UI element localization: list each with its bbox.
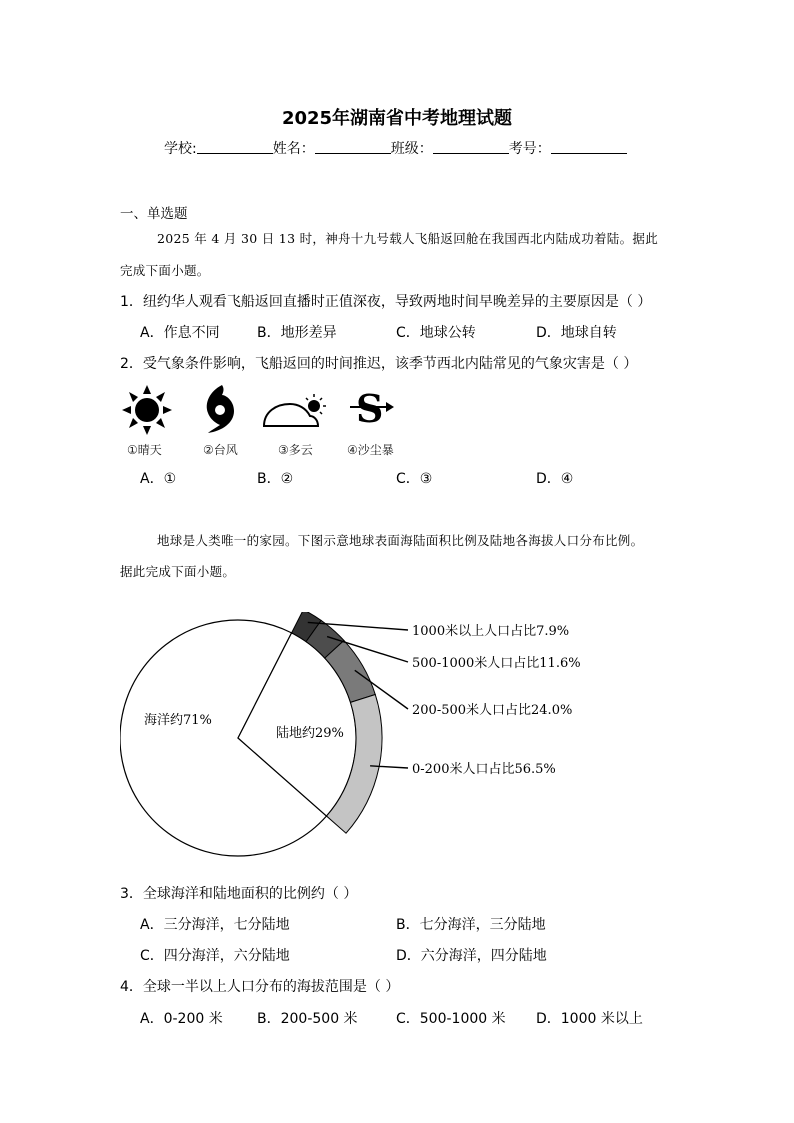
passage1-line1: 2025 年 4 月 30 日 13 时，神舟十九号载人飞船返回舱在我国西北内陆成功着陆。据此 bbox=[157, 231, 658, 246]
question-1-stem: 1．纽约华人观看飞船返回直播时正值深夜，导致两地时间早晚差异的主要原因是（ ） bbox=[120, 294, 652, 310]
q1-option-d[interactable]: D．地球自转 bbox=[536, 325, 617, 341]
pie-label-land: 陆地约29% bbox=[276, 726, 344, 741]
q1-option-a[interactable]: A．作息不同 bbox=[140, 325, 220, 341]
icon-caption-3: ③多云 bbox=[278, 443, 313, 457]
page-title: 2025年湖南省中考地理试题 bbox=[281, 108, 513, 129]
cloudy-icon bbox=[262, 392, 328, 430]
sun-icon bbox=[120, 385, 174, 435]
class-label: 班级： bbox=[390, 141, 433, 157]
icon-caption-2: ②台风 bbox=[203, 443, 238, 457]
ring-label-3: 200-500米人口占比24.0% bbox=[412, 703, 573, 718]
name-label: 姓名： bbox=[272, 141, 315, 157]
question-4-stem: 4．全球一半以上人口分布的海拔范围是（ ） bbox=[120, 979, 400, 995]
q3-option-a[interactable]: A．三分海洋，七分陆地 bbox=[140, 917, 290, 933]
question-2-stem: 2．受气象条件影响，飞船返回的时间推迟，该季节西北内陆常见的气象灾害是（ ） bbox=[120, 356, 638, 372]
q3-option-c[interactable]: C．四分海洋，六分陆地 bbox=[140, 948, 290, 964]
q1-option-c[interactable]: C．地球公转 bbox=[396, 325, 476, 341]
icon-caption-4: ④沙尘暴 bbox=[347, 443, 394, 457]
exam-no-field[interactable] bbox=[551, 138, 627, 154]
q2-option-c[interactable]: C．③ bbox=[396, 471, 433, 487]
q4-option-a[interactable]: A．0-200 米 bbox=[140, 1011, 223, 1027]
class-field[interactable] bbox=[433, 138, 509, 154]
ring-label-2: 500-1000米人口占比11.6% bbox=[412, 656, 581, 671]
icon-caption-1: ①晴天 bbox=[127, 443, 162, 457]
exam-no-label: 考号： bbox=[508, 141, 551, 157]
section-heading: 一、单选题 bbox=[120, 206, 188, 222]
passage2-line2: 据此完成下面小题。 bbox=[120, 564, 236, 579]
q2-option-a[interactable]: A．① bbox=[140, 471, 177, 487]
q3-option-d[interactable]: D．六分海洋，四分陆地 bbox=[396, 948, 547, 964]
passage1-line2: 完成下面小题。 bbox=[120, 263, 210, 278]
typhoon-icon bbox=[200, 383, 240, 435]
q4-option-b[interactable]: B．200-500 米 bbox=[257, 1011, 358, 1027]
q2-option-d[interactable]: D．④ bbox=[536, 471, 574, 487]
passage2-line1: 地球是人类唯一的家园。下图示意地球表面海陆面积比例及陆地各海拔人口分布比例。 bbox=[157, 533, 644, 548]
question-3-stem: 3．全球海洋和陆地面积的比例约（ ） bbox=[120, 886, 358, 902]
pie-label-ocean: 海洋约71% bbox=[144, 713, 212, 728]
land-sea-population-chart bbox=[120, 612, 620, 862]
q1-option-b[interactable]: B．地形差异 bbox=[257, 325, 337, 341]
student-info-line bbox=[164, 138, 627, 158]
q4-option-d[interactable]: D．1000 米以上 bbox=[536, 1011, 643, 1027]
svg-text:S: S bbox=[356, 386, 384, 431]
q4-option-c[interactable]: C．500-1000 米 bbox=[396, 1011, 506, 1027]
q3-option-b[interactable]: B．七分海洋，三分陆地 bbox=[396, 917, 546, 933]
name-field[interactable] bbox=[315, 138, 391, 154]
school-label: 学校: bbox=[164, 141, 197, 157]
ring-label-1: 1000米以上人口占比7.9% bbox=[412, 624, 570, 639]
ring-label-4: 0-200米人口占比56.5% bbox=[412, 762, 556, 777]
school-field[interactable] bbox=[197, 138, 273, 154]
q2-option-b[interactable]: B．② bbox=[257, 471, 294, 487]
sandstorm-icon bbox=[348, 386, 396, 432]
